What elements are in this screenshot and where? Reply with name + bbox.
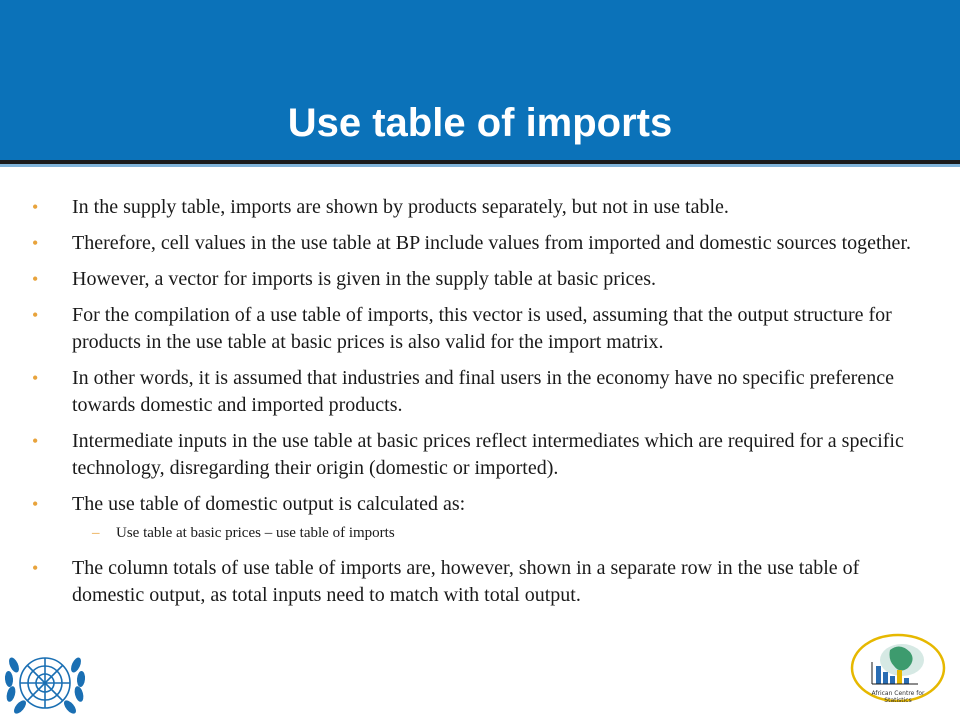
sub-bullet-item xyxy=(32,523,922,543)
sub-bullet-marker: – xyxy=(92,525,100,541)
bullet-list xyxy=(32,194,922,618)
bullet-text: For the compilation of a use table of imports, this vector is used, assuming that the output structure for products in the use table at basic prices is also valid for the import matrix. xyxy=(72,304,892,353)
bullet-item xyxy=(32,365,922,419)
bullet-text: However, a vector for imports is given in the supply table at basic prices. xyxy=(72,268,657,290)
bullet-text: The use table of domestic output is calculated as: xyxy=(72,493,466,515)
bullet-marker: • xyxy=(32,494,39,514)
bullet-item xyxy=(32,194,922,221)
bullet-marker: • xyxy=(32,197,39,217)
bullet-marker: • xyxy=(32,431,39,451)
bullet-text: In other words, it is assumed that industries and final users in the economy have no specific preference towards domestic and imported products. xyxy=(72,367,894,416)
bullet-text: Intermediate inputs in the use table at basic prices reflect intermediates which are required for a specific technology, disregarding their origin (domestic or imported). xyxy=(72,430,904,479)
bullet-item xyxy=(32,266,922,293)
african-centre-for-statistics-logo xyxy=(850,632,946,716)
bullet-item xyxy=(32,428,922,482)
slide-title: Use table of imports xyxy=(287,101,673,145)
bullet-marker: • xyxy=(32,269,39,289)
bullet-marker: • xyxy=(32,233,39,253)
bullet-marker: • xyxy=(32,305,39,325)
bullet-item xyxy=(32,491,922,518)
bullet-marker: • xyxy=(32,368,39,388)
bullet-text: In the supply table, imports are shown by products separately, but not in use table. xyxy=(72,196,729,218)
bullet-marker: • xyxy=(32,558,39,578)
bullet-item xyxy=(32,230,922,257)
title-banner xyxy=(0,0,960,160)
title-divider-accent xyxy=(0,164,960,167)
bullet-text: The column totals of use table of imports are, however, shown in a separate row in the use table of domestic output, as total inputs need to match with total output. xyxy=(72,557,860,606)
acs-name-line1: African Centre for xyxy=(871,690,925,697)
bullet-item xyxy=(32,302,922,356)
bullet-item xyxy=(32,555,922,609)
un-emblem-icon xyxy=(2,643,88,719)
sub-bullet-text: Use table at basic prices – use table of imports xyxy=(116,525,395,541)
acs-name-line2: Statistics xyxy=(884,697,912,704)
bullet-text: Therefore, cell values in the use table at BP include values from imported and domestic sources together. xyxy=(72,232,911,254)
